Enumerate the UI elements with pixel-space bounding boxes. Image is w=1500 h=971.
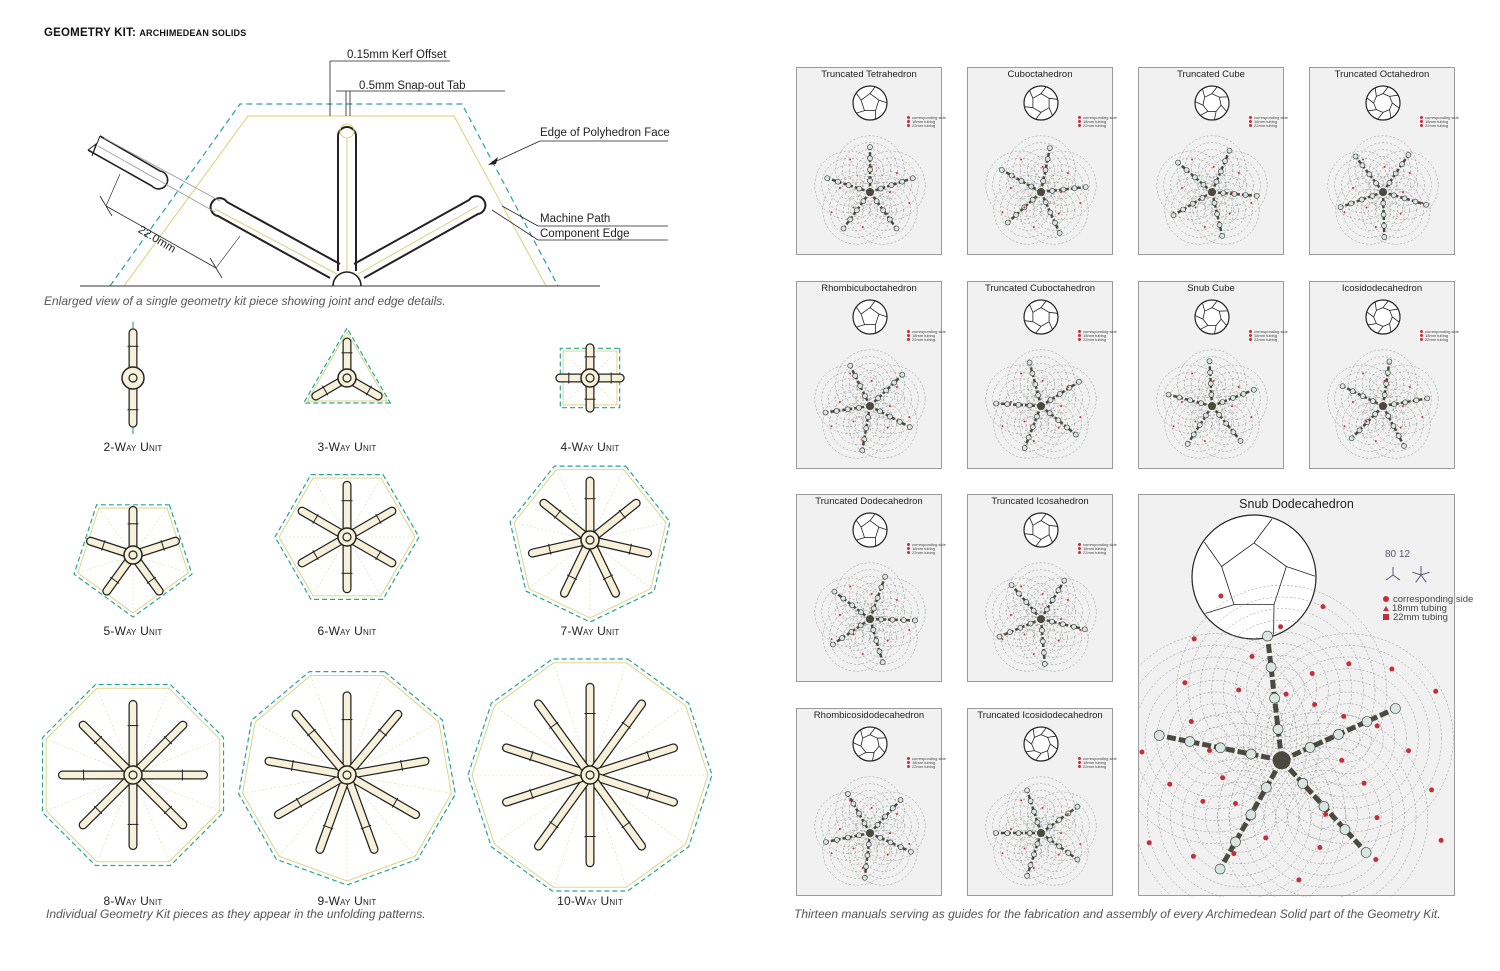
manual-card	[967, 281, 1117, 469]
manual-title: Truncated Octahedron	[1334, 69, 1430, 80]
manual-illustration	[968, 68, 1114, 256]
unit-7-way-drawing	[502, 452, 678, 628]
manuals-caption: Thirteen manuals serving as guides for the fabrication and assembly of every Archimedean Solid part of the Geometry Kit.	[794, 907, 1441, 921]
manual-illustration	[797, 709, 943, 897]
unit-4-way-drawing	[542, 330, 638, 426]
manual-card	[967, 494, 1117, 682]
kerf-offset-label: 0.15mm Kerf Offset	[347, 49, 447, 61]
legend-entry: 18mm tubing	[907, 761, 946, 765]
edge-face-label: Edge of Polyhedron Face	[540, 127, 670, 139]
manual-title: Snub Cube	[1187, 283, 1235, 294]
manual-title: Truncated Cuboctahedron	[984, 283, 1096, 294]
manual-card	[1309, 281, 1459, 469]
unit-9-way-drawing	[231, 659, 463, 891]
manual-card	[1138, 281, 1288, 469]
legend-entry: corresponding side	[907, 116, 946, 120]
manual-title: Cuboctahedron	[1007, 69, 1073, 80]
unit-10-way-label: 10-Way Unit	[557, 894, 623, 908]
unit-7-way-label: 7-Way Unit	[560, 624, 620, 638]
polyhedron-face-dashed-outline	[110, 104, 558, 286]
manual-card	[1138, 494, 1474, 896]
legend-entry: 22mm tubing	[907, 124, 946, 128]
polyhedron-icon	[1195, 86, 1229, 120]
detail-caption: Enlarged view of a single geometry kit piece showing joint and edge details.	[44, 294, 446, 308]
polyhedron-icon	[1024, 513, 1058, 547]
manual-card	[796, 708, 946, 896]
unit-5-way-label: 5-Way Unit	[103, 624, 163, 638]
manual-legend	[1078, 116, 1117, 128]
legend-entry: 22mm tubing	[907, 338, 946, 342]
manual-illustration	[968, 709, 1114, 897]
unit-8-way-label: 8-Way Unit	[103, 894, 163, 908]
legend-entry: 18mm tubing	[1078, 547, 1117, 551]
left-arm	[211, 198, 340, 278]
legend-entry: 18mm tubing	[1383, 604, 1473, 613]
polyhedron-icon	[1024, 86, 1058, 120]
manual-title: Truncated Dodecahedron	[815, 496, 923, 507]
legend-entry: 18mm tubing	[1420, 334, 1459, 338]
legend-entry: 22mm tubing	[1420, 338, 1459, 342]
manual-title: Rhombicosidodecahedron	[813, 710, 925, 721]
legend-entry: 22mm tubing	[1078, 338, 1117, 342]
legend-entry: corresponding side	[1078, 116, 1117, 120]
manual-illustration	[1139, 282, 1285, 470]
unit-6-way-drawing	[269, 459, 425, 615]
legend-entry: 22mm tubing	[1078, 551, 1117, 555]
legend-entry: corresponding side	[1078, 757, 1117, 761]
vertex-symbol-icon	[1385, 565, 1455, 585]
legend-entry: 22mm tubing	[907, 765, 946, 769]
legend-entry: 18mm tubing	[1078, 761, 1117, 765]
right-arm	[354, 196, 485, 278]
unit-4-way-label: 4-Way Unit	[560, 440, 620, 454]
polyhedron-icon	[853, 513, 887, 547]
title-sub: ARCHIMEDEAN SOLIDS	[139, 28, 247, 38]
manual-legend	[1383, 595, 1473, 622]
polyhedron-icon	[1192, 515, 1316, 639]
legend-entry: 18mm tubing	[1249, 120, 1288, 124]
snap-tab-label: 0.5mm Snap-out Tab	[359, 80, 466, 92]
manual-legend	[1420, 330, 1459, 342]
legend-entry: 22mm tubing	[1383, 613, 1473, 622]
legend-entry: corresponding side	[907, 543, 946, 547]
polyhedron-icon	[1366, 300, 1400, 334]
unit-6-way-label: 6-Way Unit	[317, 624, 377, 638]
manual-illustration	[797, 495, 943, 683]
manual-legend	[907, 330, 946, 342]
legend-entry: 18mm tubing	[1078, 334, 1117, 338]
legend-entry: corresponding side	[1383, 595, 1473, 604]
component-edge-label: Component Edge	[540, 228, 630, 240]
unit-3-way-drawing	[291, 322, 403, 434]
manual-legend	[1249, 116, 1288, 128]
manual-illustration	[1310, 282, 1456, 470]
legend-entry: 18mm tubing	[907, 120, 946, 124]
unit-8-way-drawing	[29, 671, 237, 879]
manual-title: Truncated Cube	[1177, 69, 1245, 80]
manual-title: Truncated Icosahedron	[991, 496, 1089, 507]
unit-9-way-label: 9-Way Unit	[317, 894, 377, 908]
legend-entry: corresponding side	[907, 757, 946, 761]
manual-title: Icosidodecahedron	[1341, 283, 1423, 294]
manual-illustration	[968, 495, 1114, 683]
legend-entry: 22mm tubing	[1249, 338, 1288, 342]
polyhedron-icon	[1024, 300, 1058, 334]
manual-title: Snub Dodecahedron	[1239, 497, 1354, 511]
manual-card	[796, 281, 946, 469]
manual-illustration	[1310, 68, 1456, 256]
legend-entry: 22mm tubing	[1420, 124, 1459, 128]
manual-legend	[907, 757, 946, 769]
unit-5-way-drawing	[65, 487, 201, 623]
manual-illustration	[797, 68, 943, 256]
manual-illustration	[968, 282, 1114, 470]
legend-entry: 22mm tubing	[1078, 765, 1117, 769]
manual-legend	[907, 543, 946, 555]
face-counts: 80 12	[1385, 549, 1411, 560]
manual-card	[1309, 67, 1459, 255]
manual-legend	[1078, 543, 1117, 555]
manual-illustration	[797, 282, 943, 470]
unit-3-way-label: 3-Way Unit	[317, 440, 377, 454]
manual-title: Rhombicuboctahedron	[821, 283, 917, 294]
polyhedron-icon	[853, 300, 887, 334]
machine-path-label: Machine Path	[540, 213, 611, 225]
page-title	[44, 27, 246, 39]
polyhedron-icon	[1195, 300, 1229, 334]
manual-card	[796, 67, 946, 255]
manual-card	[967, 708, 1117, 896]
manual-legend	[1249, 330, 1288, 342]
legend-entry: 18mm tubing	[1078, 120, 1117, 124]
polyhedron-icon	[853, 727, 887, 761]
manual-legend	[1420, 116, 1459, 128]
legend-entry: 22mm tubing	[1078, 124, 1117, 128]
manual-legend	[907, 116, 946, 128]
title-main: GEOMETRY KIT:	[44, 27, 137, 39]
legend-entry: 18mm tubing	[907, 547, 946, 551]
legend-entry: corresponding side	[1078, 543, 1117, 547]
manual-card	[967, 67, 1117, 255]
unit-10-way-drawing	[462, 647, 718, 903]
manual-legend	[1078, 330, 1117, 342]
length-dimension-label: 22.0mm	[135, 224, 178, 256]
manual-legend	[1078, 757, 1117, 769]
legend-entry: corresponding side	[1420, 330, 1459, 334]
manual-title: Truncated Tetrahedron	[821, 69, 917, 80]
manual-card	[1138, 67, 1288, 255]
units-caption: Individual Geometry Kit pieces as they appear in the unfolding patterns.	[46, 907, 426, 921]
polyhedron-icon	[853, 86, 887, 120]
manual-illustration	[1139, 68, 1285, 256]
unit-2-way-drawing	[69, 314, 197, 442]
legend-entry: corresponding side	[1420, 116, 1459, 120]
legend-entry: 22mm tubing	[907, 551, 946, 555]
legend-entry: 18mm tubing	[1420, 120, 1459, 124]
legend-entry: 22mm tubing	[1249, 124, 1288, 128]
hub-semicircle	[333, 272, 361, 286]
legend-entry: corresponding side	[1078, 330, 1117, 334]
legend-entry: corresponding side	[907, 330, 946, 334]
polyhedron-icon	[1366, 86, 1400, 120]
manual-title: Truncated Icosidodecahedron	[977, 710, 1103, 721]
polyhedron-icon	[1024, 727, 1058, 761]
legend-entry: 18mm tubing	[907, 334, 946, 338]
legend-entry: corresponding side	[1249, 330, 1288, 334]
manual-card	[796, 494, 946, 682]
legend-entry: 18mm tubing	[1249, 334, 1288, 338]
unit-2-way-label: 2-Way Unit	[103, 440, 163, 454]
legend-entry: corresponding side	[1249, 116, 1288, 120]
